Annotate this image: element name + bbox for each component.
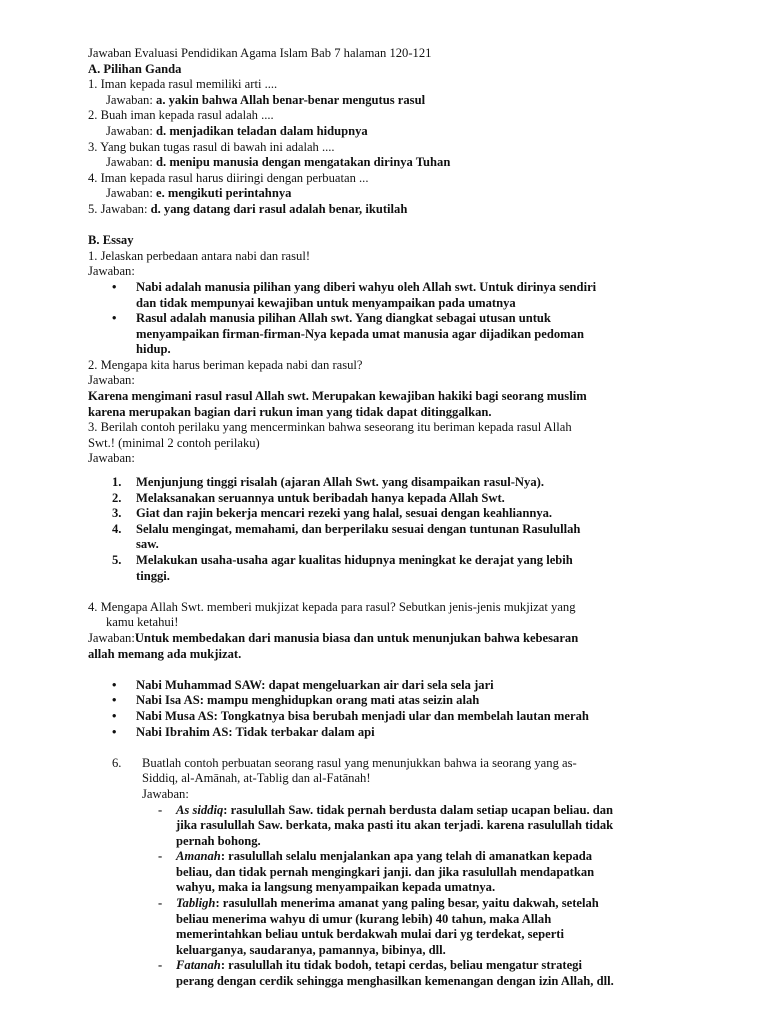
list-item: - Fatanah: rasulullah itu tidak bodoh, tetapi cerdas, beliau mengatur strategi perang dengan cerdik sehingga menghasilkan kemenangan dengan izin Allah, dll. [158,958,614,989]
essay-question-3-line-1: 3. Berilah contoh perilaku yang mencerminkan bahwa seseorang itu beriman kepada rasul Allah [88,420,572,435]
essay-question-6: 6. Buatlah contoh perbuatan seorang rasul yang menunjukkan bahwa ia seorang yang as- Siddiq, al-Amānah, at-Tablig dan al-Fatānah! Jawaban: [88,756,708,803]
essay-answer-4-line-2: allah memang ada mukjizat. [88,646,242,661]
mc-item-5-prefix: 5. Jawaban: [88,201,148,216]
mc-item-5 [88,202,708,218]
essay-question-4-line-1: 4. Mengapa Allah Swt. memberi mukjizat kepada para rasul? Sebutkan jenis-jenis mukjizat yang [88,599,576,614]
list-item: - Amanah: rasulullah selalu menjalankan apa yang telah di amanatkan kepada beliau, dan tidak pernah mengingkari janji. dan jika rasulullah mendapatkan wahyu, maka ia langsung menyampaikan kepada umatnya. [158,849,595,895]
essay-question-4-line-2: kamu ketahui! [106,615,179,630]
mc-question: 2. Buah iman kepada rasul adalah .... [88,108,274,123]
mc-item-1 [88,77,708,108]
mc-item-3 [88,140,708,171]
answer-label: Jawaban: [106,123,153,138]
list-item: • Nabi Muhammad SAW: dapat mengeluarkan air dari sela sela jari [88,678,708,694]
list-item: • Nabi adalah manusia pilihan yang diberi wahyu oleh Allah swt. Untuk dirinya sendiri dan tidak mempunyai kewajiban untuk menyampaikan pada umatnya [88,280,708,311]
list-item: • Nabi Ibrahim AS: Tidak terbakar dalam api [88,725,708,741]
mc-answer: d. yang datang dari rasul adalah benar, ikutilah [150,201,408,216]
term: Amanah [176,849,221,864]
list-item: 3. Giat dan rajin bekerja mencari rezeki yang halal, sesuai dengan keahliannya. [112,506,553,521]
essay-question-2: 2. Mengapa kita harus beriman kepada nabi dan rasul? [88,357,363,372]
answer-label: Jawaban: [106,186,153,201]
mc-answer: e. mengikuti perintahnya [156,186,292,201]
mc-question: 3. Yang bukan tugas rasul di bawah ini adalah .... [88,139,335,154]
list-item: - Tabligh: rasulullah menerima amanat yang paling besar, yaitu dakwah, setelah beliau menerima wahyu di umur (kurang lebih) 40 tahun, maka Allah memerintahkan beliau untuk berdakwah mulai dari yg terdekat, seperti keluarganya, saudaranya, pamannya, bibinya, dll. [158,896,599,957]
list-item: • Nabi Musa AS: Tongkatnya bisa berubah menjadi ular dan membelah lautan merah [88,709,708,725]
essay-answer-2-line-2: karena merupakan bagian dari rukun iman yang tidak dapat ditinggalkan. [88,404,492,419]
mc-answer: d. menipu manusia dengan mengatakan dirinya Tuhan [156,155,451,170]
section-a-heading: A. Pilihan Ganda [88,61,182,76]
mc-answer: d. menjadikan teladan dalam hidupnya [156,123,368,138]
mc-question: 4. Iman kepada rasul harus diiringi dengan perbuatan ... [88,170,369,185]
mc-item-2 [88,108,708,139]
mc-answer: a. yakin bahwa Allah benar-benar mengutus rasul [156,92,426,107]
document-title: Jawaban Evaluasi Pendidikan Agama Islam Bab 7 halaman 120-121 [88,46,432,60]
list-item: 4. Selalu mengingat, memahami, dan berperilaku sesuai dengan tuntunan Rasulullah saw. [112,521,581,552]
answer-label: Jawaban: [88,373,135,388]
essay-answer-4-line-1: Untuk membedakan dari manusia biasa dan untuk menunjukan bahwa kebesaran [134,630,579,645]
term: As siddiq [176,802,224,817]
essay-question-3-line-2: Swt.! (minimal 2 contoh perilaku) [88,435,260,450]
answer-label: Jawaban: [106,92,153,107]
term: Fatanah [176,958,221,973]
answer-label: Jawaban: [88,630,135,645]
answer-label: Jawaban: [106,155,153,170]
answer-label: Jawaban: [142,786,189,801]
mc-item-4 [88,171,708,202]
mc-question: 1. Iman kepada rasul memiliki arti .... [88,77,278,92]
section-b-heading: B. Essay [88,233,134,248]
list-item: 1. Menjunjung tinggi risalah (ajaran Allah Swt. yang disampaikan rasul-Nya). [112,475,544,490]
list-item: • Nabi Isa AS: mampu menghidupkan orang mati atas seizin alah [88,693,708,709]
question-number: 6. [112,755,122,770]
answer-label: Jawaban: [88,451,135,466]
list-item: 5. Melakukan usaha-usaha agar kualitas hidupnya meningkat ke derajat yang lebih tinggi. [112,553,573,583]
document-page [88,46,708,990]
list-item: - As siddiq: rasulullah Saw. tidak pernah berdusta dalam setiap ucapan beliau. dan jika rasulullah Saw. berkata, maka pasti itu akan terjadi. karena rasulullah tidak pernah bohong. [158,802,614,848]
answer-label: Jawaban: [88,264,135,279]
essay-answer-2-line-1: Karena mengimani rasul rasul Allah swt. Merupakan kewajiban hakiki bagi seorang muslim [88,389,587,404]
list-item: • Rasul adalah manusia pilihan Allah swt. Yang diangkat sebagai utusan untuk menyampaikan firman-firman-Nya kepada umat manusia agar dijadikan pedoman hidup. [88,311,708,358]
term: Tabligh [176,896,216,911]
essay-question-1: 1. Jelaskan perbedaan antara nabi dan rasul! [88,248,311,263]
list-item: 2. Melaksanakan seruannya untuk beribadah hanya kepada Allah Swt. [112,490,505,505]
